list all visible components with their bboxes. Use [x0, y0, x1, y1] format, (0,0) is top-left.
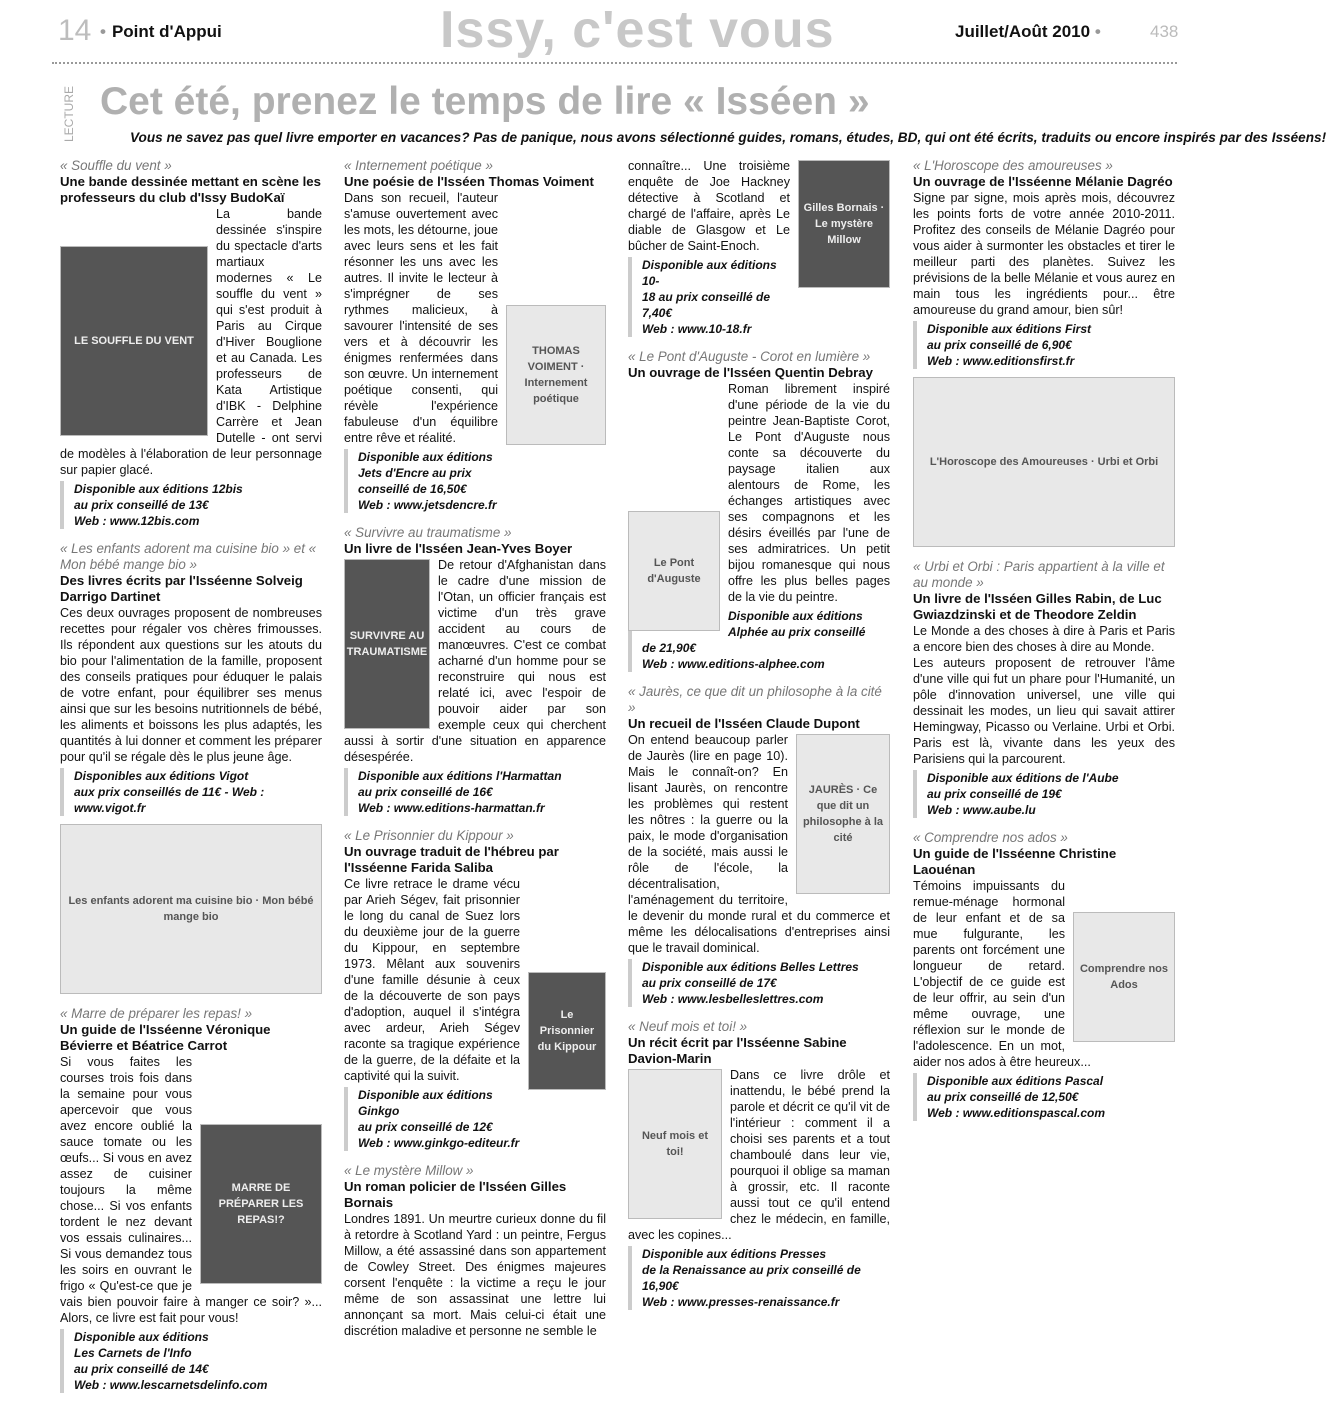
book-cover-image: Comprendre nos Ados	[1073, 912, 1175, 1042]
header-divider	[52, 62, 1177, 64]
article-kicker: « Souffle du vent »	[60, 158, 172, 173]
article-prisonnier-kippour	[344, 828, 606, 1151]
book-cover-image: Le Pont d'Auguste	[628, 511, 720, 631]
article-cuisine-bio	[60, 541, 322, 994]
article-text: Les auteurs proposent de retrouver l'âme d'une ville qui fut un phare pour l'Humanité, un pôle d'innovation universel, une ville qui dessinait les modes, un lieu qui savait attirer Hemingway, Picasso ou Verlaine. Urbi et Orbi. Paris est là, vivante dans les yeux des Parisiens qui la parcourent.	[913, 656, 1175, 766]
availability-info: Disponible aux éditions Pascal au prix conseillé de 12,50€ Web : www.editionspascal.com	[913, 1073, 1175, 1121]
article-urbi-et-orbi	[913, 559, 1175, 818]
availability-info: Disponible aux éditions de l'Aube au prix conseillé de 19€ Web : www.aube.lu	[913, 770, 1175, 818]
article-kicker: « Le Pont d'Auguste - Corot en lumière »	[628, 349, 871, 364]
article-title: Un ouvrage de l'Isséen Quentin Debray	[628, 365, 873, 380]
book-cover-image: LE SOUFFLE DU VENT	[60, 246, 208, 436]
article-text: Roman librement inspiré d'une période de la vie du peintre Jean-Baptiste Corot, Le Pont d'Auguste nous conte sa découverte du paysage italien aux alentours de Rome, les échanges artistiques avec ses compagnons et les désirs éveillés par l'une de ses admiratrices. Un petit bijou romanesque qui nous offre les plus belles pages de la vie du peintre.	[728, 382, 890, 604]
article-souffle-du-vent	[60, 158, 322, 529]
article-text: Témoins impuissants du remue-ménage hormonal de leur enfant et de sa mue fulgurante, les parents ont forcément une longueur de retard. L'objectif de ce guide est de leur offrir, au sein d'un même ouvrage, une réflexion sur le monde de l'adolescence. En un mot, aider nos ados à être heureux...	[913, 879, 1091, 1069]
article-kicker: « Neuf mois et toi! »	[628, 1019, 748, 1034]
article-neuf-mois	[628, 1019, 890, 1310]
article-title: Un livre de l'Isséen Gilles Rabin, de Luc Gwiazdzinski et de Theodore Zeldin	[913, 591, 1162, 622]
article-title: Un récit écrit par l'Isséenne Sabine Davion-Marin	[628, 1035, 847, 1066]
article-kicker: « Urbi et Orbi : Paris appartient à la ville et au monde »	[913, 559, 1165, 590]
availability-info: Disponible aux éditions Presses de la Renaissance au prix conseillé de 16,90€ Web : www.presses-renaissance.fr	[628, 1246, 890, 1310]
issue-date: Juillet/Août 2010 •	[955, 22, 1101, 41]
column-1	[60, 158, 322, 1405]
article-jaures	[628, 684, 890, 1007]
column-2	[344, 158, 606, 1351]
article-kicker: « Le mystère Millow »	[344, 1163, 474, 1178]
availability-info: Disponible aux éditions Jets d'Encre au prix conseillé de 16,50€ Web : www.jetsdencre.fr	[344, 449, 606, 513]
article-title: Des livres écrits par l'Isséenne Solveig Darrigo Dartinet	[60, 573, 303, 604]
availability-info: Disponible aux éditions First au prix conseillé de 6,90€ Web : www.editionsfirst.fr	[913, 321, 1175, 369]
book-cover-image: Le Prisonnier du Kippour	[528, 972, 606, 1090]
book-cover-image: Les enfants adorent ma cuisine bio · Mon bébé mange bio	[60, 824, 322, 994]
article-internement-poetique	[344, 158, 606, 513]
book-cover-image: THOMAS VOIMENT · Internement poétique	[506, 305, 606, 445]
page-header	[0, 0, 1200, 62]
article-text: Ce livre retrace le drame vécu par Arieh Ségev, fait prisonnier le long du canal de Suez lors du deuxième jour de la guerre du Kippour, en septembre 1973. Mêlant aux souvenirs d'une famille désunie à ceux de la découverte de son pays d'adoption, auquel il s'intégra avec ardeur, Arieh Ségev raconte sa tragique expérience de la guerre, de la défaite et la captivité qui la suivit.	[344, 877, 520, 1083]
article-title: Un guide de l'Isséenne Christine Laouénan	[913, 846, 1117, 877]
article-text: Si vous faites les courses trois fois dans la semaine pour vous apercevoir que vous avez encore oublié la sauce tomate ou les œufs... Si vous en avez assez de cuisiner toujours la même chose... Si vos enfants tordent le nez devant vos essais culinaires... Si vous demandez tous les soirs en ouvrant le frigo « Qu'est-ce que je vais bien pouvoir faire à manger ce soir? »... Alors, ce livre est fait pour vous!	[60, 1055, 322, 1325]
article-title: Un roman policier de l'Isséen Gilles Bornais	[344, 1179, 567, 1210]
availability-info: Disponible aux éditions 10- 18 au prix conseillé de 7,40€ Web : www.10-18.fr	[628, 257, 890, 337]
issue-number: 438	[1150, 22, 1179, 41]
page-number-left: 14	[58, 14, 92, 47]
article-kicker: « Internement poétique »	[344, 158, 493, 173]
availability-info: Disponible aux éditions l'Harmattan au prix conseillé de 16€ Web : www.editions-harmattan.fr	[344, 768, 606, 816]
article-text: On entend beaucoup parler de Jaurès (lire en page 10). Mais le connaît-on? En lisant Jaurès, on rencontre les problèmes qui restent les nôtres : la guerre ou la paix, le mode d'organisation de la société, mais aussi le rôle de l'école, la décentralisation, l'aménagement du territoire, le devenir du monde rural et du commerce et même les délocalisations d'entreprises ainsi que le travail dominical.	[628, 733, 890, 955]
article-kicker: « Marre de préparer les repas! »	[60, 1006, 253, 1021]
article-text: Le Monde a des choses à dire à Paris et Paris a encore bien des choses à dire au Monde.	[913, 624, 1175, 654]
column-4	[913, 158, 1175, 1133]
book-cover-image: Gilles Bornais · Le mystère Millow	[798, 160, 890, 288]
article-mystere-millow	[344, 1163, 606, 1339]
book-cover-image: MARRE DE PRÉPARER LES REPAS!?	[200, 1124, 322, 1284]
book-cover-image: L'Horoscope des Amoureuses · Urbi et Orbi	[913, 377, 1175, 547]
article-kicker: « Jaurès, ce que dit un philosophe à la cité »	[628, 684, 882, 715]
article-kicker: « Le Prisonnier du Kippour »	[344, 828, 514, 843]
availability-info: Disponible aux éditions Belles Lettres au prix conseillé de 17€ Web : www.lesbelleslettres.com	[628, 959, 890, 1007]
article-comprendre-ados	[913, 830, 1175, 1121]
article-title: Une poésie de l'Isséen Thomas Voiment	[344, 174, 594, 189]
article-text: La bande dessinée s'inspire du spectacle d'arts martiaux modernes « Le souffle du vent » qui s'est produit à Paris au Cirque d'Hiver Bouglione et au Canada. Les professeurs de Kata Artistique d'IBK - Delphine Carrère et Jean Dutelle - ont servi de modèles à l'élaboration de leur personnage sur papier glacé.	[60, 207, 322, 477]
article-title: Un guide de l'Isséenne Véronique Bévierre et Béatrice Carrot	[60, 1022, 271, 1053]
article-text: Dans son recueil, l'auteur s'amuse ouvertement avec les mots, les détourne, joue avec leurs sens et les fait résonner les uns avec les autres. Il invite le lecteur à s'imprégner de ses rythmes malicieux, à savourer l'intensité de ses vers et à découvrir les énigmes renfermées dans son œuvre. Un internement poétique consenti, qui révèle l'expérience fabuleuse d'un équilibre entre rêve et réalité.	[344, 191, 499, 445]
article-kicker: « Les enfants adorent ma cuisine bio » et « Mon bébé mange bio »	[60, 541, 317, 572]
article-title: Une bande dessinée mettant en scène les professeurs du club d'Issy BudoKaï	[60, 174, 321, 205]
availability-info: Disponibles aux éditions Vigot aux prix conseillés de 11€ - Web : www.vigot.fr	[60, 768, 322, 816]
rubric-tag: LECTURE	[62, 86, 76, 143]
article-kicker: « Survivre au traumatisme »	[344, 525, 512, 540]
availability-info: Disponible aux éditions 12bis au prix conseillé de 13€ Web : www.12bis.com	[60, 481, 322, 529]
book-cover-image: JAURÈS · Ce que dit un philosophe à la cité	[796, 734, 890, 894]
article-title: Un livre de l'Isséen Jean-Yves Boyer	[344, 541, 573, 556]
article-title: Un recueil de l'Isséen Claude Dupont	[628, 716, 860, 731]
article-text: Dans ce livre drôle et inattendu, le bébé prend la parole et décrit ce qu'il vit de l'intérieur : comment il a choisi ses parents et a tout chamboulé dans leur vie, pourquoi il oblige sa maman à grossir, etc. Il raconte aussi tout ce qu'il entend chez le médecin, en famille, avec les copines...	[628, 1068, 890, 1242]
article-title: Un ouvrage de l'Isséenne Mélanie Dagréo	[913, 174, 1173, 189]
availability-info: Disponible aux éditions Les Carnets de l'Info au prix conseillé de 14€ Web : www.lescarnetsdelinfo.com	[60, 1329, 322, 1393]
intro: Vous ne savez pas quel livre emporter en vacances? Pas de panique, nous avons sélectionné guides, romans, études, BD, qui ont été écrits, traduits ou encore inspirés par des Isséens!	[130, 130, 1326, 145]
column-3	[628, 158, 890, 1322]
article-kicker: « Comprendre nos ados »	[913, 830, 1068, 845]
article-title: Un ouvrage traduit de l'hébreu par l'Isséenne Farida Saliba	[344, 844, 559, 875]
book-cover-image: SURVIVRE AU TRAUMATISME	[344, 559, 430, 729]
article-text: connaître... Une troisième enquête de Joe Hackney détective à Scotland et chargé de l'affaire, après Le diable de Glasgow et Le bûcher de Saint-Enoch.	[628, 159, 790, 253]
article-text: De retour d'Afghanistan dans le cadre d'une mission de l'Otan, un officier français est victime d'un très grave accident au cours de manœuvres. C'est ce combat acharné d'un homme pour se reconstruire qui nous est relaté ici, avec l'espoir de pouvoir aider par son exemple ceux qui cherchent aussi à sortir d'une situation en apparence désespérée.	[344, 558, 606, 764]
availability-info: Disponible aux éditions Alphée au prix conseillé de 21,90€ Web : www.editions-alphee.com	[628, 608, 890, 672]
article-marre-des-repas	[60, 1006, 322, 1393]
article-horoscope	[913, 158, 1175, 547]
article-text: Londres 1891. Un meurtre curieux donne du fil à retordre à Scotland Yard : un peintre, Fergus Millow, a été assassiné dans son appartement de Cowley Street. Des énigmes majeures corsent l'enquête : la victime a reçu le jour même de son assassinat une lettre lui annonçant sa mort. Mais celui-ci était une discrétion maladive et personne ne semble le	[344, 1212, 606, 1338]
article-mystere-millow-continued	[628, 158, 890, 337]
headline: Cet été, prenez le temps de lire « Isséen »	[100, 80, 870, 123]
article-kicker: « L'Horoscope des amoureuses »	[913, 158, 1113, 173]
article-text: Signe par signe, mois après mois, découvrez les points forts de votre année 2010-2011. Profitez des conseils de Mélanie Dagréo pour vous aider à surmonter les obstacles et tirer le meilleur parti des planètes. Suivez les prévisions de la belle Mélanie et vous aurez en main tous les ingrédients pour... être amoureuse du grand amour, bien sûr!	[913, 191, 1175, 317]
article-pont-auguste	[628, 349, 890, 672]
article-survivre-traumatisme	[344, 525, 606, 816]
availability-info: Disponible aux éditions Ginkgo au prix conseillé de 12€ Web : www.ginkgo-editeur.fr	[344, 1087, 606, 1151]
publication-name: • Point d'Appui	[100, 22, 222, 41]
section-title: Issy, c'est vous	[440, 1, 835, 59]
book-cover-image: Neuf mois et toi!	[628, 1069, 722, 1219]
article-text: Ces deux ouvrages proposent de nombreuses recettes pour régaler vos chères frimousses. Ils répondent aux questions sur les atouts du bio pour l'alimentation de la famille, proposent des conseils pratiques pour éduquer le palais de votre enfant, pour équilibrer ses menus ainsi que sur les besoins nutritionnels de bébé, les aliments et boissons les plus adaptés, les quantités à lui donner et comment les préparer pour qu'il se régale dès le plus jeune âge.	[60, 606, 322, 764]
